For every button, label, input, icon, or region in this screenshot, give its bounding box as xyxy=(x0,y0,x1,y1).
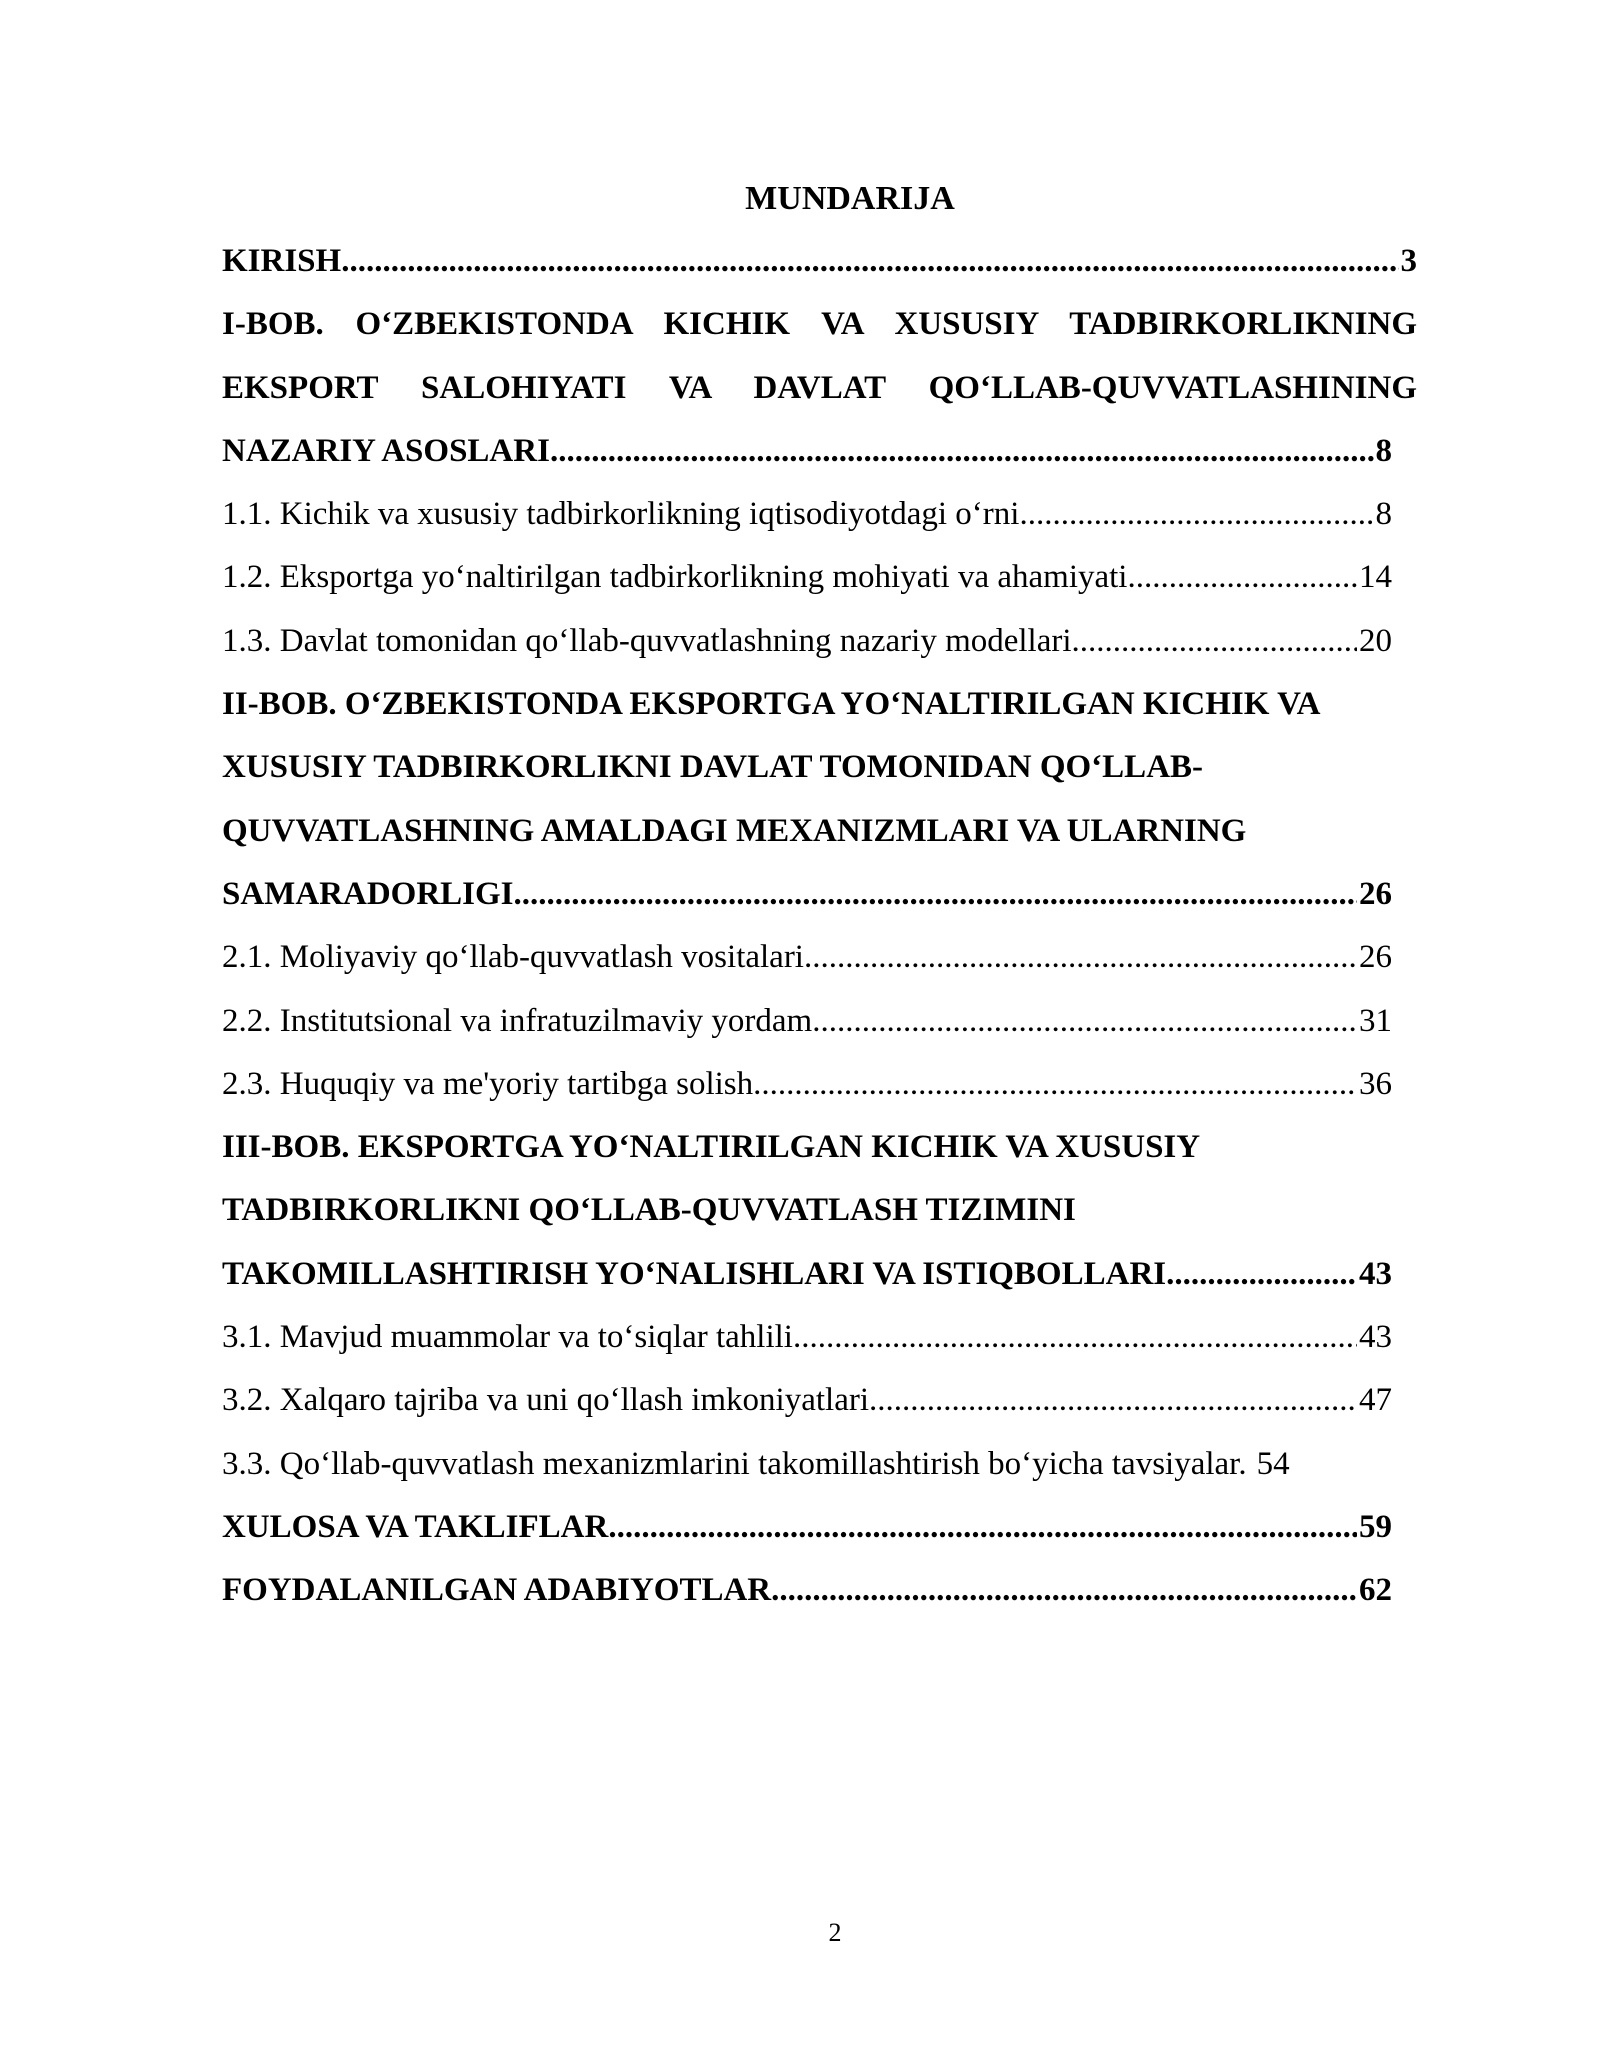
toc-entry-title: KIRISH xyxy=(222,243,342,279)
toc-title: MUNDARIJA xyxy=(745,180,955,217)
toc-entry-page: 26 xyxy=(1359,939,1392,976)
toc-entry-page: 47 xyxy=(1359,1382,1392,1419)
toc-entry-section-2-2[interactable] xyxy=(222,990,1417,1053)
toc-entry-section-1-1[interactable] xyxy=(222,483,1417,546)
toc-entry-line: QUVVATLASHNING AMALDAGI MEXANIZMLARI VA ULARNING xyxy=(222,812,1247,849)
toc-entry-page: 43 xyxy=(1359,1319,1392,1356)
table-of-contents xyxy=(222,230,1417,1623)
dot-leader xyxy=(341,230,1398,293)
toc-entry-line: EKSPORT SALOHIYATI VA DAVLAT QO‘LLAB-QUVVATLASHINING xyxy=(222,369,1417,406)
toc-entry-title: 2.1. Moliyaviy qo‘llab-quvvatlash vositalari xyxy=(222,939,804,976)
toc-entry-page: 54 xyxy=(1256,1445,1290,1482)
toc-entry-title: 1.1. Kichik va xususiy tadbirkorlikning iqtisodiyotdagi o‘rni xyxy=(222,496,1020,533)
toc-entry-page: 8 xyxy=(1375,432,1392,469)
toc-entry-kirish[interactable] xyxy=(222,230,1417,293)
toc-entry-title: XULOSA VA TAKLIFLAR xyxy=(222,1508,609,1545)
toc-entry-page: 26 xyxy=(1359,875,1392,912)
toc-entry-title: 2.3. Huquqiy va me'yoriy tartibga solish xyxy=(222,1065,754,1102)
toc-entry-title: FOYDALANILGAN ADABIYOTLAR xyxy=(222,1572,772,1609)
toc-entry-section-3-3[interactable] xyxy=(222,1433,1417,1496)
toc-entry-line: I-BOB. O‘ZBEKISTONDA KICHIK VA XUSUSIY TADBIRKORLIKNING xyxy=(222,306,1417,343)
toc-entry-page: 8 xyxy=(1375,496,1392,533)
toc-entry-line: II-BOB. O‘ZBEKISTONDA EKSPORTGA YO‘NALTIRILGAN KICHIK VA xyxy=(222,686,1321,723)
toc-entry-title: 1.2. Eksportga yo‘naltirilgan tadbirkorlikning mohiyati va ahamiyati xyxy=(222,559,1128,596)
dot-leader xyxy=(771,1559,1357,1622)
toc-entry-title: 3.1. Mavjud muammolar va to‘siqlar tahlili xyxy=(222,1319,793,1356)
toc-entry-title: TAKOMILLASHTIRISH YO‘NALISHLARI VA ISTIQBOLLARI xyxy=(222,1255,1167,1292)
page-number: 2 xyxy=(828,1918,842,1947)
toc-entry-line: III-BOB. EKSPORTGA YO‘NALTIRILGAN KICHIK VA XUSUSIY xyxy=(222,1129,1201,1166)
toc-entry-page: 31 xyxy=(1359,1002,1392,1039)
toc-entry-section-2-1[interactable] xyxy=(222,926,1417,989)
toc-entry-page: 36 xyxy=(1359,1065,1392,1102)
dot-leader xyxy=(1019,483,1373,546)
dot-leader xyxy=(514,863,1357,926)
toc-entry-page: 59 xyxy=(1359,1508,1392,1545)
dot-leader xyxy=(812,990,1357,1053)
dot-leader xyxy=(869,1369,1357,1432)
toc-entry-title: 3.3. Qo‘llab-quvvatlash mexanizmlarini takomillashtirish bo‘yicha tavsiyalar. xyxy=(222,1445,1247,1482)
toc-entry-conclusion[interactable] xyxy=(222,1496,1417,1559)
dot-leader xyxy=(608,1496,1357,1559)
toc-entry-section-1-2[interactable] xyxy=(222,546,1417,609)
toc-entry-title: SAMARADORLIGI xyxy=(222,875,514,912)
dot-leader xyxy=(550,420,1374,483)
toc-entry-references[interactable] xyxy=(222,1559,1417,1622)
toc-entry-line: TADBIRKORLIKNI QO‘LLAB-QUVVATLASH TIZIMINI xyxy=(222,1192,1076,1229)
dot-leader xyxy=(1127,546,1357,609)
toc-entry-section-2-3[interactable] xyxy=(222,1053,1417,1116)
toc-entry-chapter-2[interactable] xyxy=(222,673,1417,926)
toc-entry-page: 20 xyxy=(1359,622,1392,659)
toc-entry-section-1-3[interactable] xyxy=(222,610,1417,673)
toc-entry-page: 3 xyxy=(1400,243,1417,279)
toc-entry-chapter-3[interactable] xyxy=(222,1116,1417,1306)
dot-leader xyxy=(804,926,1357,989)
dot-leader xyxy=(1072,610,1357,673)
toc-entry-section-3-1[interactable] xyxy=(222,1306,1417,1369)
toc-entry-chapter-1[interactable] xyxy=(222,293,1417,483)
toc-entry-title: 3.2. Xalqaro tajriba va uni qo‘llash imkoniyatlari xyxy=(222,1382,869,1419)
toc-entry-title: 1.3. Davlat tomonidan qo‘llab-quvvatlashning nazariy modellari xyxy=(222,622,1072,659)
toc-entry-page: 43 xyxy=(1359,1255,1392,1292)
dot-leader xyxy=(793,1306,1357,1369)
toc-entry-page: 62 xyxy=(1359,1572,1392,1609)
dot-leader xyxy=(753,1053,1357,1116)
toc-entry-title: NAZARIY ASOSLARI xyxy=(222,432,550,469)
dot-leader xyxy=(1166,1243,1357,1306)
toc-entry-section-3-2[interactable] xyxy=(222,1369,1417,1432)
toc-entry-title: 2.2. Institutsional va infratuzilmaviy yordam xyxy=(222,1002,813,1039)
toc-entry-line: XUSUSIY TADBIRKORLIKNI DAVLAT TOMONIDAN QO‘LLAB- xyxy=(222,749,1204,786)
toc-entry-page: 14 xyxy=(1359,559,1392,596)
